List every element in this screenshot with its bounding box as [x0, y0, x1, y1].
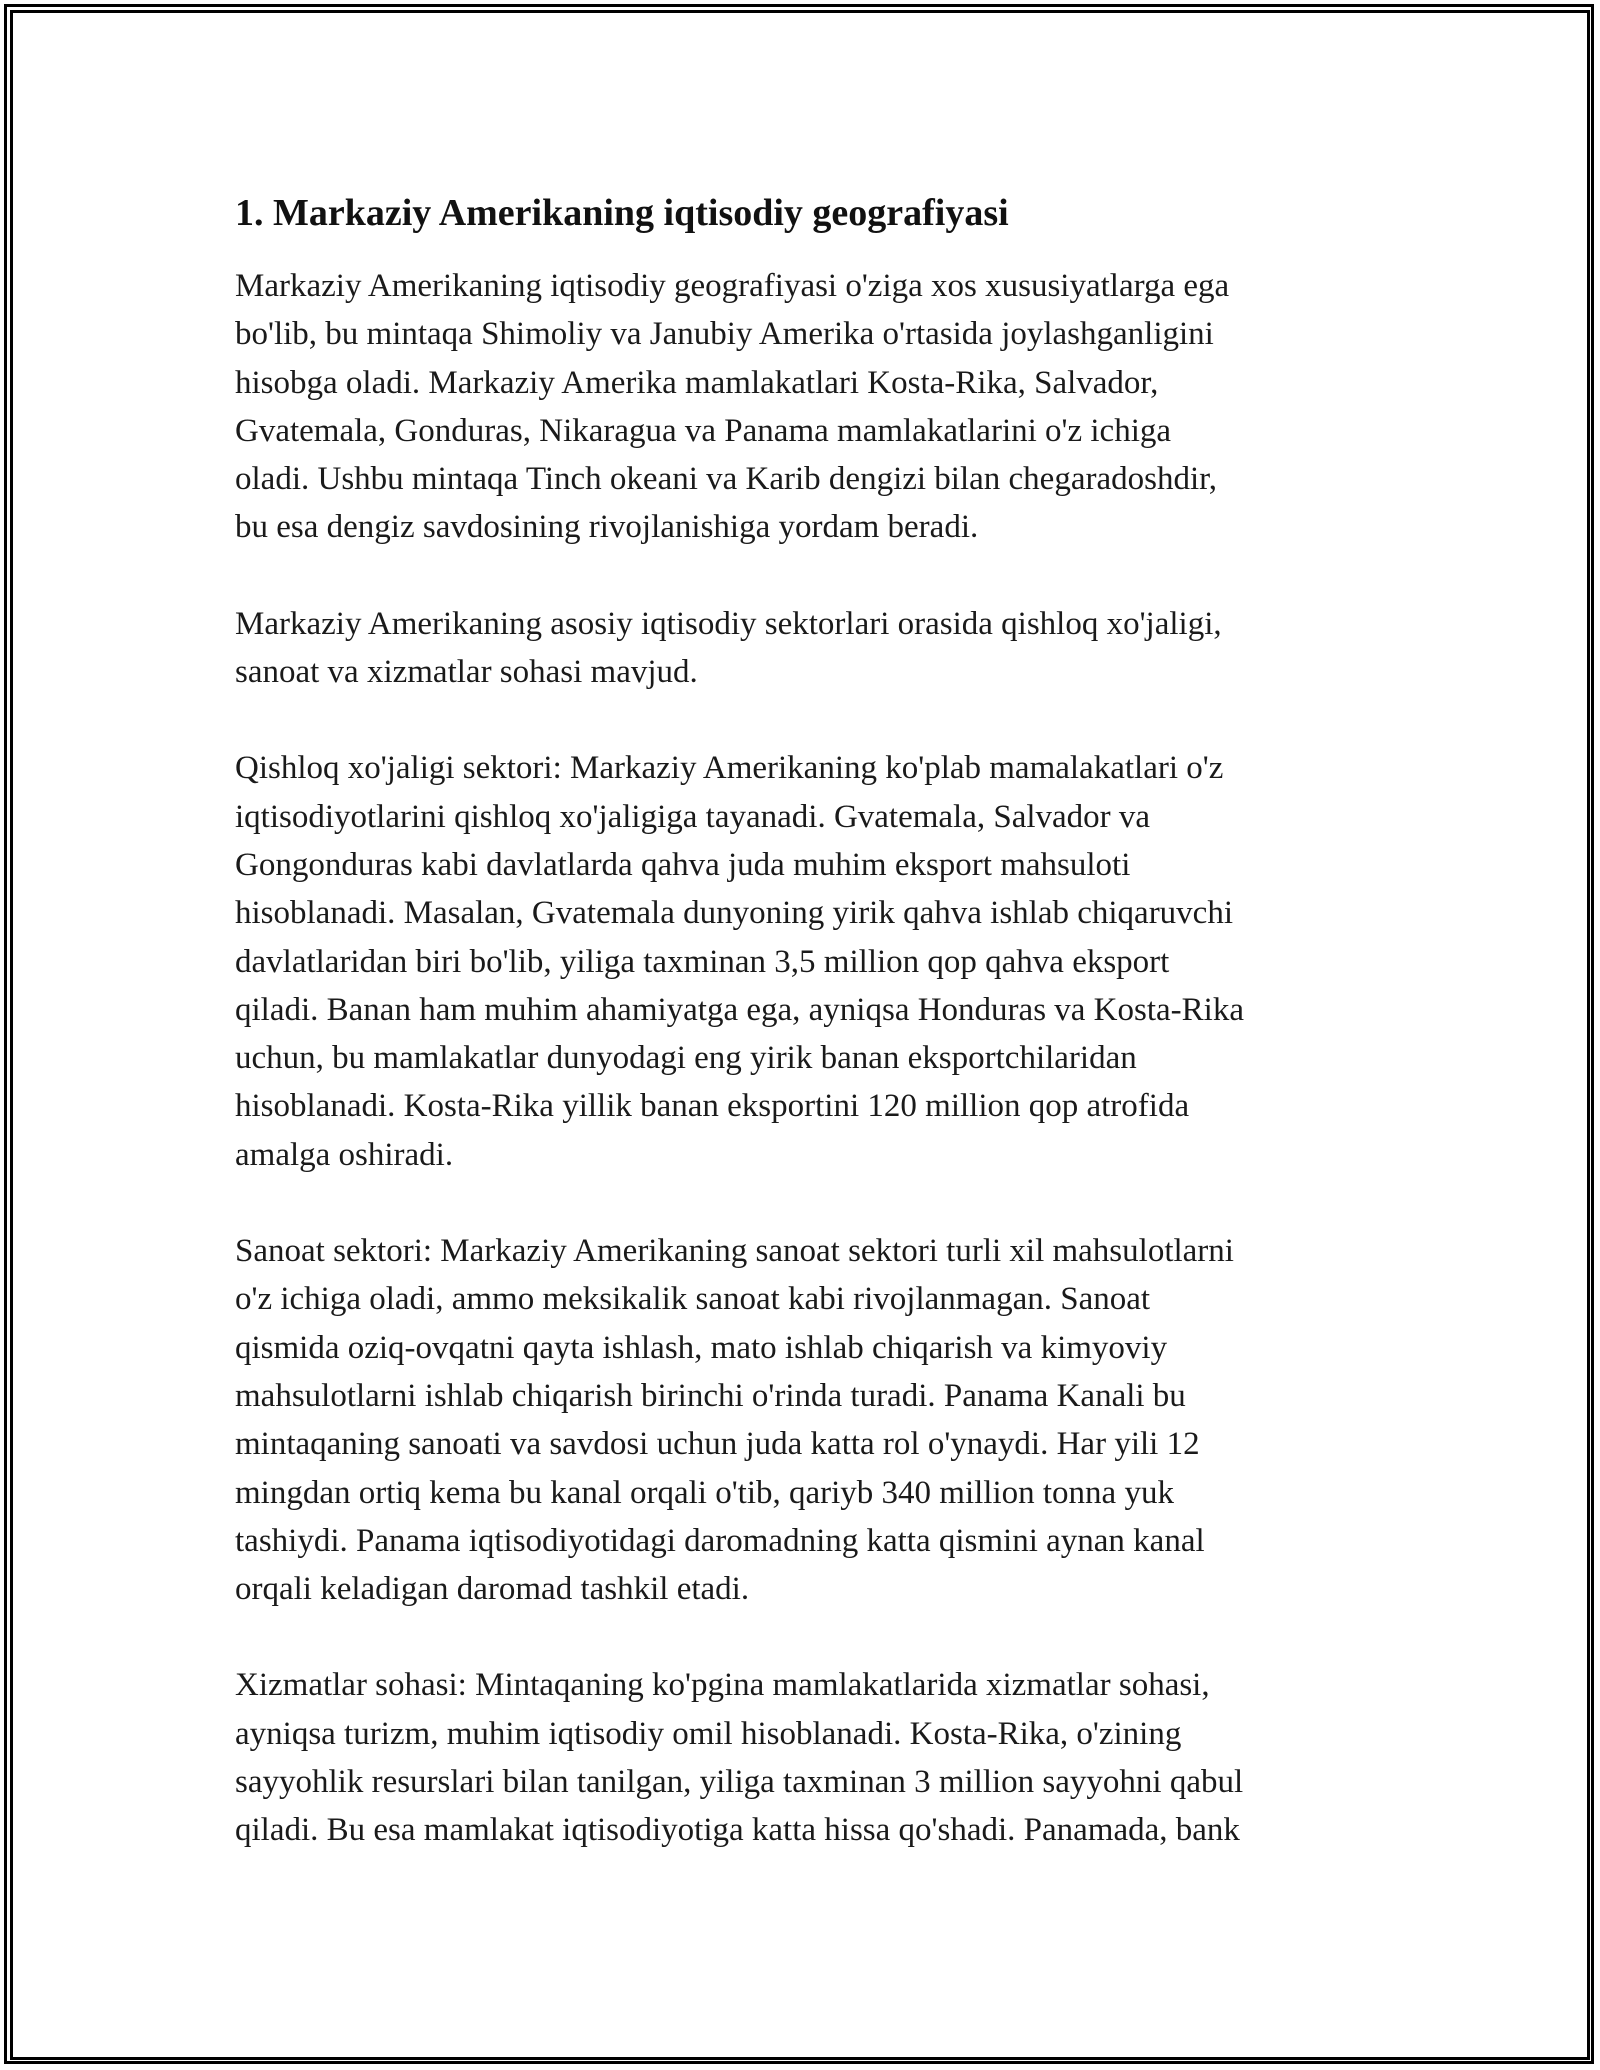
text-line: amalga oshiradi.	[235, 1136, 454, 1173]
text-line: bo'lib, bu mintaqa Shimoliy va Janubiy Amerika o'rtasida joylashganligini	[235, 316, 1214, 353]
body-paragraph	[235, 1227, 1370, 1613]
text-line: hisobga oladi. Markaziy Amerika mamlakatlari Kosta-Rika, Salvador,	[235, 364, 1159, 401]
text-line: hisoblanadi. Kosta-Rika yillik banan eksportini 120 million qop atrofida	[235, 1088, 1190, 1125]
text-line: mingdan ortiq kema bu kanal orqali o'tib, qariyb 340 million tonna yuk	[235, 1474, 1174, 1511]
text-line: tashiydi. Panama iqtisodiyotidagi daromadning katta qismini aynan kanal	[235, 1522, 1205, 1559]
text-line: mahsulotlarni ishlab chiqarish birinchi o'rinda turadi. Panama Kanali bu	[235, 1377, 1186, 1414]
text-line: davlatlaridan biri bo'lib, yiliga taxminan 3,5 million qop qahva eksport	[235, 943, 1170, 980]
text-line: bu esa dengiz savdosining rivojlanishiga yordam beradi.	[235, 509, 979, 546]
text-line: Qishloq xo'jaligi sektori: Markaziy Amerikaning ko'plab mamalakatlari o'z	[235, 750, 1224, 787]
text-line: Markaziy Amerikaning asosiy iqtisodiy sektorlari orasida qishloq xo'jaligi,	[235, 605, 1222, 642]
text-line: qiladi. Bu esa mamlakat iqtisodiyotiga katta hissa qo'shadi. Panamada, bank	[235, 1812, 1240, 1849]
text-line: qismida oziq-ovqatni qayta ishlash, mato ishlab chiqarish va kimyoviy	[235, 1329, 1168, 1366]
text-line: iqtisodiyotlarini qishloq xo'jaligiga tayanadi. Gvatemala, Salvador va	[235, 798, 1151, 835]
text-line: sanoat va xizmatlar sohasi mavjud.	[235, 654, 698, 691]
document-body	[235, 188, 1370, 1903]
body-paragraph	[235, 1661, 1370, 1854]
text-line: Xizmatlar sohasi: Mintaqaning ko'pgina mamlakatlarida xizmatlar sohasi,	[235, 1667, 1210, 1704]
text-line: Markaziy Amerikaning iqtisodiy geografiyasi o'ziga xos xususiyatlarga ega	[235, 268, 1230, 304]
text-line: hisoblanadi. Masalan, Gvatemala dunyoning yirik qahva ishlab chiqaruvchi	[235, 895, 1233, 932]
text-line: Gvatemala, Gonduras, Nikaragua va Panama mamlakatlarini o'z ichiga	[235, 412, 1172, 449]
text-line: mintaqaning sanoati va savdosi uchun juda katta rol o'ynaydi. Har yili 12	[235, 1426, 1200, 1463]
body-paragraph	[235, 262, 1370, 552]
text-line: orqali keladigan daromad tashkil etadi.	[235, 1571, 750, 1608]
text-line: uchun, bu mamlakatlar dunyodagi eng yirik banan eksportchilaridan	[235, 1040, 1137, 1077]
text-line: ayniqsa turizm, muhim iqtisodiy omil hisoblanadi. Kosta-Rika, o'zining	[235, 1715, 1182, 1752]
paragraph-list	[235, 262, 1370, 1855]
text-line: qiladi. Banan ham muhim ahamiyatga ega, ayniqsa Honduras va Kosta-Rika	[235, 991, 1244, 1028]
section-heading: 1. Markaziy Amerikaning iqtisodiy geografiyasi	[235, 192, 1009, 234]
body-paragraph	[235, 600, 1370, 697]
text-line: Sanoat sektori: Markaziy Amerikaning sanoat sektori turli xil mahsulotlarni	[235, 1233, 1234, 1270]
text-line: sayyohlik resurslari bilan tanilgan, yiliga taxminan 3 million sayyohni qabul	[235, 1764, 1244, 1801]
text-line: o'z ichiga oladi, ammo meksikalik sanoat kabi rivojlanmagan. Sanoat	[235, 1281, 1151, 1318]
text-line: Gongonduras kabi davlatlarda qahva juda muhim eksport mahsuloti	[235, 846, 1131, 883]
body-paragraph	[235, 744, 1370, 1179]
text-line: oladi. Ushbu mintaqa Tinch okeani va Karib dengizi bilan chegaradoshdir,	[235, 461, 1218, 498]
